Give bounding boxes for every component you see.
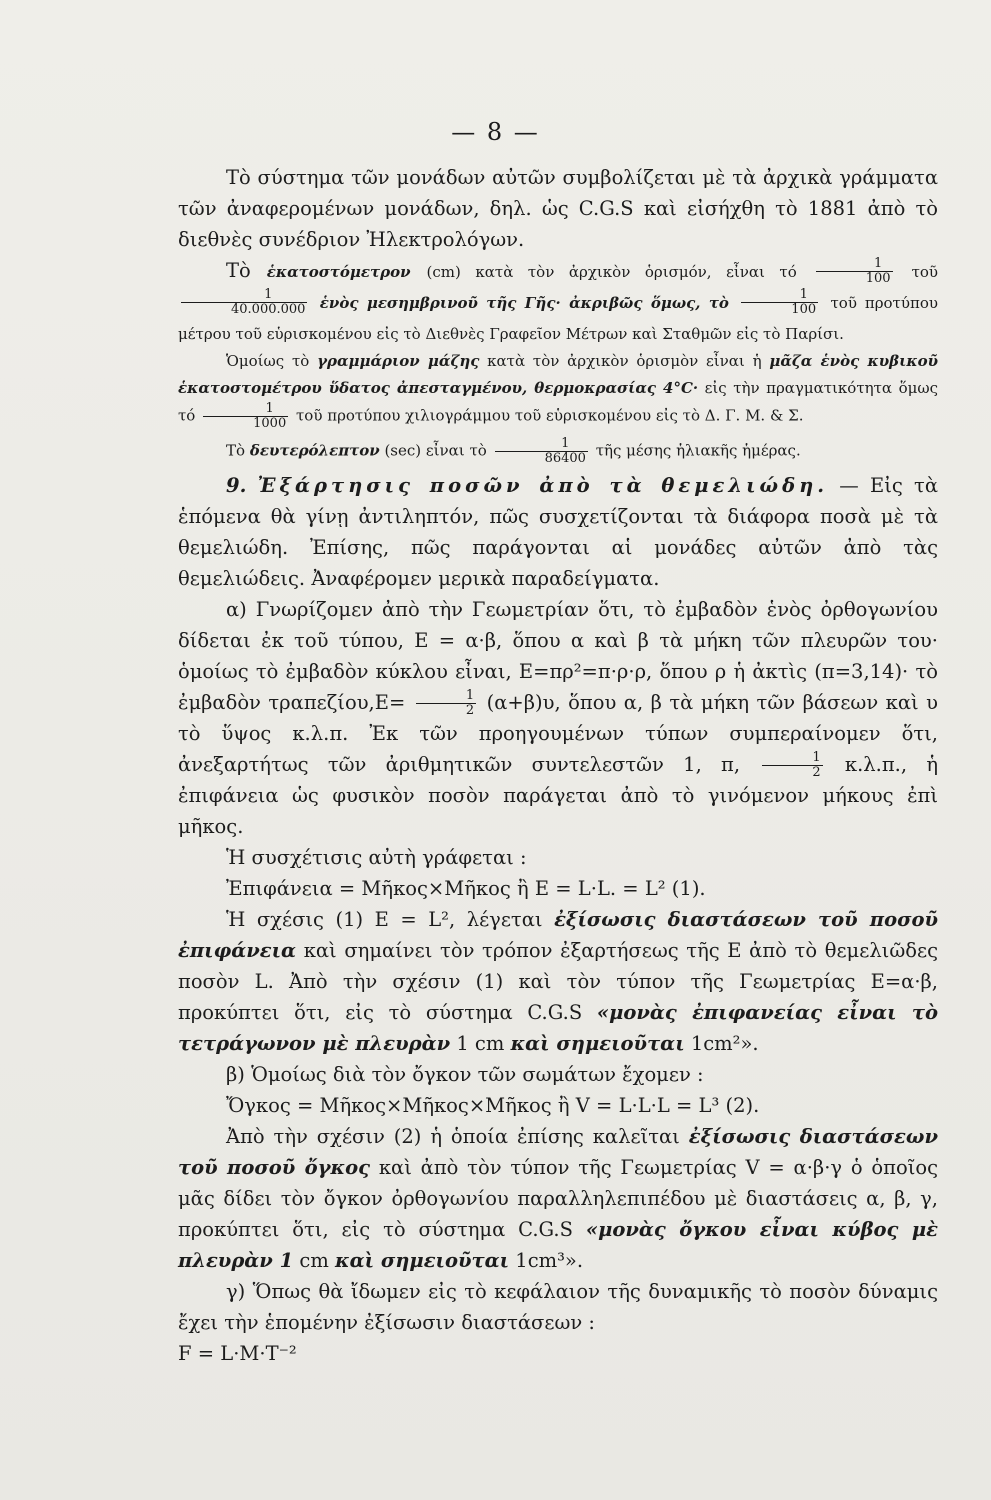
text: εἰς τὴν πραγματικότητα ὅμως τό: [178, 379, 938, 425]
term-centimeter: ἑκατοστόμετρον: [266, 263, 411, 281]
paragraph-volume: β) Ὁμοίως διὰ τὸν ὄγκον τῶν σωμάτων ἔχομεν :: [226, 1063, 704, 1086]
section-number: 9.: [226, 474, 247, 497]
text: ἑνὸς μεσημβρινοῦ τῆς Γῆς· ἀκριβῶς ὅμως, τὸ: [319, 294, 729, 312]
term-second: δευτερόλεπτον: [249, 441, 380, 460]
text: Τὸ: [226, 441, 246, 460]
text: (sec) εἶναι τὸ: [384, 441, 487, 460]
text: (cm) κατὰ τὸν ἀρχικὸν ὁρισμόν, εἶναι τό: [426, 263, 797, 281]
paragraph-cgs-system: Τὸ σύστημα τῶν μονάδων αὐτῶν συμβολίζεται μὲ τὰ ἀρχικὰ γράμματα τῶν ἀναφερομένων μονάδων, δηλ. ὡς C.G.S καὶ εἰσήχθη τὸ 1881 ἀπὸ τὸ διεθνὲς συνέδριον Ἠλεκτρολόγων.: [178, 166, 938, 251]
fraction: [816, 257, 893, 286]
fraction: [741, 288, 818, 317]
term: ἐξίσωσις διαστάσεων τοῦ ποσοῦ ἐπιφάνεια: [178, 908, 939, 962]
text: τοῦ προτύπου χιλιογράμμου τοῦ εὑρισκομένου εἰς τὸ Δ. Γ. Μ. & Σ.: [296, 406, 804, 425]
numerator: 1: [561, 436, 570, 451]
paragraph-gram: [178, 348, 938, 431]
paragraph-section-9: [178, 470, 938, 594]
denominator: 1000: [203, 416, 288, 431]
text: κατὰ τὸν ἀρχικὸν ὁρισμὸν εἶναι ἡ: [487, 352, 762, 370]
text: κ.λ.π., ἡ ἐπιφάνεια ὡς φυσικὸν ποσὸν παράγεται ἀπὸ τὸ γινόμενον μήκους ἐπὶ μῆκος.: [178, 753, 939, 838]
numerator: 1: [812, 750, 821, 765]
paragraph-area: [178, 594, 938, 842]
text: 1cm²».: [690, 1032, 759, 1055]
paragraph-second: [178, 437, 938, 466]
term: «μονὰς ἐπιφανείας εἶναι τὸ τετράγωνον μὲ πλευρὰν: [178, 1001, 938, 1055]
term: καὶ σημειοῦται: [335, 1249, 510, 1272]
text: 1 cm: [456, 1032, 505, 1055]
term: ἐξίσωσις διαστάσεων τοῦ ποσοῦ ὄγκος: [178, 1125, 938, 1179]
text: τοῦ: [911, 263, 939, 281]
fraction: [416, 689, 476, 718]
text: α) Γνωρίζομεν ἀπὸ τὴν Γεωμετρίαν ὅτι, τὸ ἐμβαδὸν ἑνὸς ὀρθογωνίου δίδεται ἐκ τοῦ τύπου, Ε = α·β, ὅπου α καὶ β τὰ μήκη τῶν πλευρῶν του· ὁμοίως τὸ ἐμβαδὸν κύκλου εἶναι, Ε=πρ²=π·ρ·ρ, ὅπου ρ ἡ ἀκτὶς (π=3,14)· τὸ ἐμβαδὸν τραπεζίου,Ε=: [178, 598, 938, 714]
text: — Εἰς τὰ ἑπόμενα θὰ γίνῃ ἀντιληπτόν, πῶς συσχετίζονται τὰ διάφορα ποσὰ μὲ τὰ θεμελιώδη. Ἐπίσης, πῶς παράγονται αἱ μονάδες αὐτῶν ἀπὸ τὰς θεμελιώδεις. Ἀναφέρομεν μερικὰ παραδείγματα.: [178, 474, 939, 590]
paragraph-dimension-volume: [178, 1121, 938, 1276]
fraction: [762, 751, 822, 780]
text: μᾶζα ἑνὸς κυβικοῦ ἑκατοστομέτρου ὕδατος ἀπεσταγμένου, θερμοκρασίας 4°C·: [178, 352, 938, 397]
text: τῆς μέσης ἡλιακῆς ἡμέρας.: [595, 441, 801, 460]
text: 1cm³».: [515, 1249, 584, 1272]
text: καὶ ἀπὸ τὸν τύπον τῆς Γεωμετρίας V = α·β·γ ὁ ὁποῖος μᾶς δίδει τὸν ὄγκον ὀρθογωνίου παραλληλεπιπέδου μὲ διαστάσεις α, β, γ, προκύπτει ὅτι, εἰς τὸ σύστημα C.G.S: [178, 1156, 939, 1241]
page-body: [178, 162, 938, 1369]
term: καὶ σημειοῦται: [510, 1032, 685, 1055]
numerator: 1: [465, 688, 475, 703]
fraction: [181, 288, 307, 317]
text: (α+β)υ, ὅπου α, β τὰ μήκη τῶν βάσεων καὶ υ τὸ ὕψος κ.λ.π. Ἐκ τῶν προηγουμένων τύπων συμπεραίνομεν ὅτι, ἀνεξαρτήτως τῶν ἀριθμητικῶν συντελεστῶν 1, π,: [178, 691, 939, 776]
text: τοῦ προτύπου μέτρου τοῦ εὑρισκομένου εἰς τὸ Διεθνὲς Γραφεῖον Μέτρων καὶ Σταθμῶν εἰς τὸ Παρίσι.: [178, 294, 938, 343]
fraction: [203, 402, 288, 431]
fraction: [495, 437, 588, 466]
paragraph-centimeter: [178, 255, 938, 348]
text: Ἡ σχέσις (1) Ε = L², λέγεται: [226, 908, 543, 931]
text: Τὸ: [226, 259, 251, 282]
paragraph-relation: Ἡ συσχέτισις αὐτὴ γράφεται :: [226, 846, 527, 869]
numerator: 1: [264, 287, 273, 302]
text: Ἀπὸ τὴν σχέσιν (2) ἡ ὁποία ἐπίσης καλεῖται: [226, 1125, 680, 1148]
numerator: 1: [799, 287, 808, 302]
text: καὶ σημαίνει τὸν τρόπον ἐξαρτήσεως τῆς Ε ἀπὸ τὸ θεμελιῶδες ποσὸν L. Ἀπὸ τὴν σχέσιν (1) καὶ τὸν τύπον τῆς Γεωμετρίας Ε=α·β, προκύπτει ὅτι, εἰς τὸ σύστημα C.G.S: [178, 939, 938, 1024]
numerator: 1: [874, 256, 883, 271]
denominator: 40.000.000: [181, 302, 307, 317]
denominator: 2: [416, 703, 476, 718]
denominator: 100: [816, 271, 893, 286]
paragraph-force: γ) Ὅπως θὰ ἴδωμεν εἰς τὸ κεφάλαιον τῆς δυναμικῆς τὸ ποσὸν δύναμις ἔχει τὴν ἑπομένην ἐξίσωσιν διαστάσεων :: [178, 1280, 938, 1334]
paragraph-dimension-area: [178, 904, 938, 1059]
equation-force: F = L·M·T⁻²: [178, 1342, 297, 1365]
equation-1: Ἐπιφάνεια = Μῆκος×Μῆκος ἢ Ε = L·L. = L² (1).: [226, 877, 706, 900]
page-number: — 8 —: [451, 118, 540, 146]
equation-2: Ὄγκος = Μῆκος×Μῆκος×Μῆκος ἢ V = L·L·L = L³ (2).: [226, 1094, 760, 1117]
denominator: 86400: [495, 451, 588, 466]
section-title: Ἐξάρτησις ποσῶν ἀπὸ τὰ θεμελιώδη.: [257, 474, 829, 497]
numerator: 1: [265, 401, 274, 416]
text: cm: [299, 1249, 329, 1272]
denominator: 2: [762, 765, 822, 780]
term-gram: γραμμάριον μάζης: [317, 352, 480, 370]
denominator: 100: [741, 302, 818, 317]
term: «μονὰς ὄγκου εἶναι κύβος μὲ πλευρὰν 1: [178, 1218, 938, 1272]
text: Ὁμοίως τὸ: [226, 352, 310, 370]
